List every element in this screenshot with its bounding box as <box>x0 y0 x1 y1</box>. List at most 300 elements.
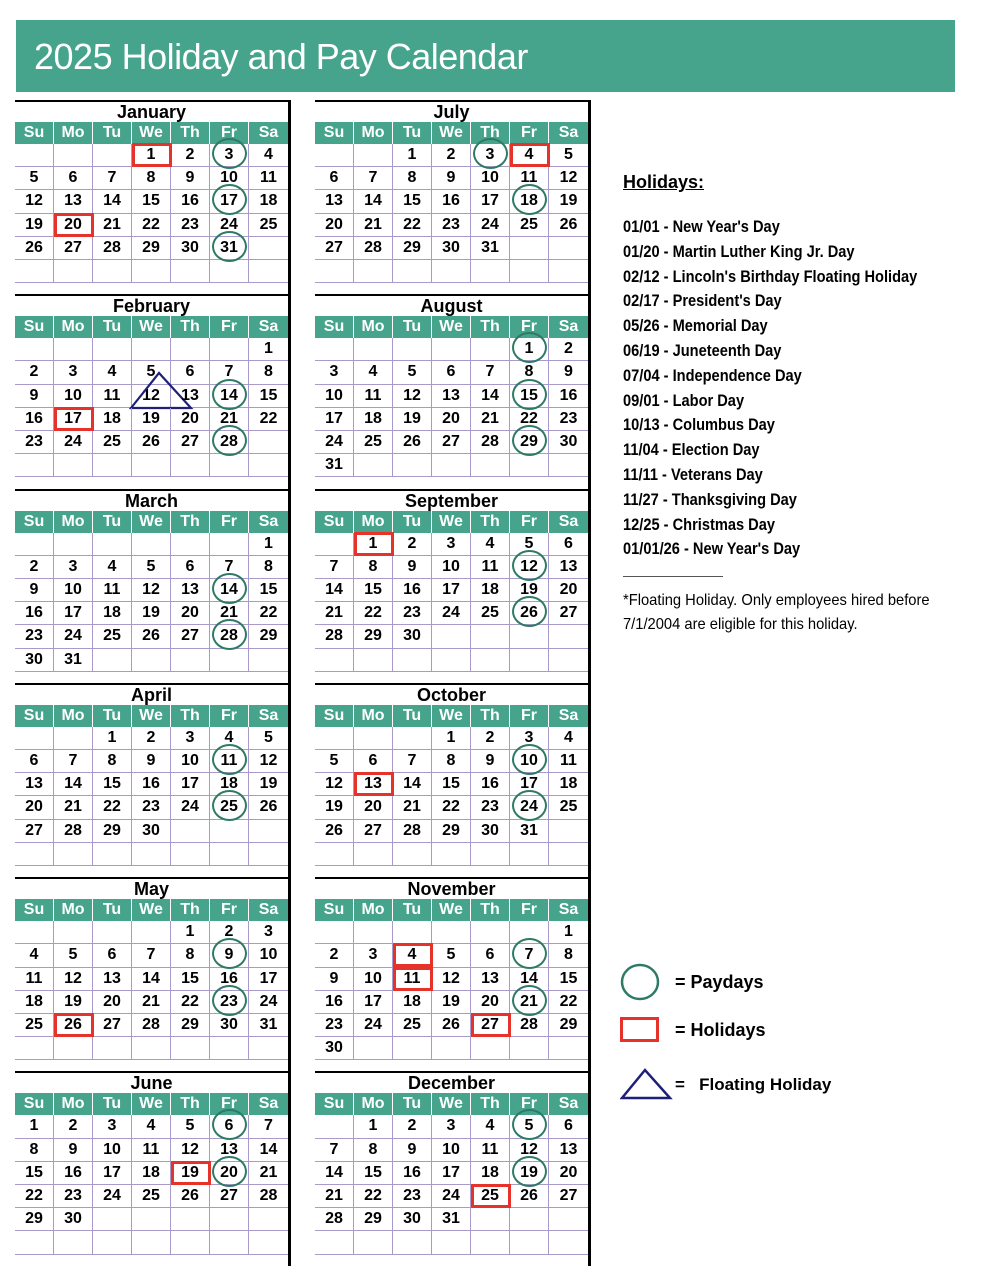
day-cell <box>393 190 432 212</box>
day-cell <box>249 944 288 966</box>
day-number: 25 <box>25 1015 43 1033</box>
day-number: 3 <box>368 946 378 964</box>
week-row <box>315 625 588 648</box>
weekday-label: Su <box>15 316 54 338</box>
day-cell <box>432 1162 471 1184</box>
day-number: 18 <box>481 580 499 598</box>
week-row <box>315 556 588 579</box>
day-number: 9 <box>564 363 573 381</box>
day-number: 17 <box>64 604 82 622</box>
day-number: 21 <box>481 409 499 427</box>
day-number: 4 <box>485 1117 495 1135</box>
day-number: 23 <box>559 409 578 427</box>
day-number: 21 <box>64 798 82 816</box>
page-title: 2025 Holiday and Pay Calendar <box>16 20 955 92</box>
day-number: 6 <box>564 1117 573 1135</box>
day-number: 15 <box>142 192 160 210</box>
day-cell <box>354 454 393 476</box>
day-cell <box>315 260 354 282</box>
day-number: 15 <box>520 386 538 404</box>
weekday-header <box>315 316 588 338</box>
day-cell <box>54 1231 93 1253</box>
day-cell <box>549 385 588 407</box>
day-number: 29 <box>403 238 421 256</box>
day-cell <box>432 727 471 749</box>
day-number: 22 <box>25 1187 43 1205</box>
day-cell <box>432 533 471 555</box>
day-cell <box>549 556 588 578</box>
day-cell <box>510 214 549 236</box>
day-cell <box>93 625 132 647</box>
day-cell <box>171 214 210 236</box>
day-number: 11 <box>481 1140 499 1158</box>
day-cell <box>93 602 132 624</box>
weekday-label: Tu <box>93 122 132 144</box>
weekday-label: Sa <box>558 901 579 919</box>
day-number: 15 <box>181 969 199 987</box>
day-cell <box>393 750 432 772</box>
day-number: 29 <box>259 627 278 645</box>
day-cell <box>315 796 354 818</box>
day-number: 22 <box>181 992 199 1010</box>
day-cell <box>54 1162 93 1184</box>
day-cell <box>93 361 132 383</box>
payday-cell <box>210 431 249 453</box>
day-cell <box>54 968 93 990</box>
day-number: 21 <box>142 992 160 1010</box>
day-number: 21 <box>364 215 382 233</box>
weekday-header <box>15 122 288 144</box>
day-cell <box>354 1115 393 1137</box>
month-name: May <box>15 877 288 899</box>
day-cell <box>249 750 288 772</box>
payday-cell <box>210 385 249 407</box>
holiday-box-icon <box>620 1012 664 1052</box>
day-cell <box>93 579 132 601</box>
day-number: 13 <box>103 969 121 987</box>
weekday-label: Th <box>471 1093 510 1115</box>
day-number: 31 <box>259 1015 278 1033</box>
day-cell <box>93 167 132 189</box>
day-number: 16 <box>325 992 343 1010</box>
payday-cell <box>510 991 549 1013</box>
day-cell <box>315 214 354 236</box>
day-cell <box>210 649 249 671</box>
day-cell <box>549 190 588 212</box>
day-number: 10 <box>181 752 199 770</box>
day-number: 9 <box>68 1140 78 1158</box>
week-row <box>315 1037 588 1060</box>
day-cell <box>354 1162 393 1184</box>
day-number: 23 <box>181 215 199 233</box>
day-number: 14 <box>403 775 421 793</box>
day-cell <box>171 1185 210 1207</box>
day-number: 19 <box>442 992 460 1010</box>
day-cell <box>132 921 171 943</box>
week-row <box>15 843 288 866</box>
day-number: 17 <box>520 775 538 793</box>
weekday-label: Sa <box>258 318 279 336</box>
day-cell <box>171 237 210 259</box>
day-cell <box>171 968 210 990</box>
day-number: 12 <box>64 969 82 987</box>
week-row <box>315 167 588 190</box>
day-cell <box>549 1139 588 1161</box>
week-row <box>315 796 588 819</box>
month-september <box>315 489 588 683</box>
legend-floating-label: = Floating Holiday <box>675 1075 832 1094</box>
day-cell <box>549 843 588 865</box>
day-number: 25 <box>403 1015 421 1033</box>
week-row <box>15 260 288 283</box>
day-cell <box>393 556 432 578</box>
day-cell <box>315 944 354 966</box>
week-row <box>15 820 288 843</box>
week-row <box>15 408 288 431</box>
day-cell <box>471 1162 510 1184</box>
day-number: 26 <box>259 798 278 816</box>
day-cell <box>393 408 432 430</box>
day-cell <box>510 625 549 647</box>
day-number: 14 <box>481 386 499 404</box>
day-cell <box>171 1014 210 1036</box>
day-cell <box>315 1037 354 1059</box>
day-number: 19 <box>25 215 43 233</box>
day-number: 6 <box>29 752 39 770</box>
day-number: 14 <box>259 1140 278 1158</box>
day-number: 10 <box>364 969 382 987</box>
day-number: 5 <box>524 1117 534 1135</box>
day-cell <box>393 1037 432 1059</box>
day-cell <box>471 167 510 189</box>
week-row <box>315 750 588 773</box>
day-cell <box>210 1037 249 1059</box>
day-cell <box>249 579 288 601</box>
day-number: 31 <box>220 238 238 256</box>
day-number: 9 <box>446 169 456 187</box>
day-cell <box>510 1231 549 1253</box>
weekday-label: Fr <box>210 122 249 144</box>
day-number: 28 <box>481 433 499 451</box>
day-number: 21 <box>520 992 538 1010</box>
day-cell <box>93 1139 132 1161</box>
payday-cell <box>510 338 549 360</box>
day-number: 22 <box>520 409 538 427</box>
day-number: 25 <box>259 215 278 233</box>
day-number: 9 <box>146 752 156 770</box>
legend-floating <box>620 1066 960 1106</box>
day-cell <box>549 167 588 189</box>
day-number: 20 <box>481 992 499 1010</box>
holiday-list-item: 11/04 - Election Day <box>623 440 760 460</box>
day-number: 28 <box>142 1015 160 1033</box>
day-cell <box>249 727 288 749</box>
payday-cell <box>471 144 510 166</box>
week-row <box>315 1185 588 1208</box>
day-cell <box>393 454 432 476</box>
week-row <box>15 1115 288 1138</box>
day-number: 1 <box>107 728 117 746</box>
day-cell <box>354 649 393 671</box>
day-cell <box>549 338 588 360</box>
day-number: 14 <box>103 192 121 210</box>
day-cell <box>432 190 471 212</box>
month-grid <box>315 511 588 672</box>
day-number: 8 <box>446 752 456 770</box>
day-cell <box>54 1037 93 1059</box>
month-grid <box>15 511 288 672</box>
day-number: 27 <box>103 1015 121 1033</box>
day-cell <box>54 431 93 453</box>
day-cell <box>354 338 393 360</box>
day-cell <box>471 454 510 476</box>
day-cell <box>393 1115 432 1137</box>
day-number: 21 <box>220 409 238 427</box>
weekday-label: Tu <box>393 705 432 727</box>
payday-cell <box>210 190 249 212</box>
day-cell <box>393 1185 432 1207</box>
day-number: 25 <box>559 798 578 816</box>
weekday-label: Th <box>471 122 510 144</box>
day-cell <box>54 773 93 795</box>
day-cell <box>171 1115 210 1137</box>
day-number: 31 <box>520 821 538 839</box>
day-number: 5 <box>185 1117 195 1135</box>
day-number: 31 <box>325 456 343 474</box>
week-row <box>15 190 288 213</box>
day-cell <box>432 820 471 842</box>
day-cell <box>54 385 93 407</box>
day-number: 2 <box>68 1117 78 1135</box>
payday-cell <box>210 1115 249 1137</box>
day-cell <box>249 602 288 624</box>
day-cell <box>171 579 210 601</box>
holiday-cell <box>132 144 171 166</box>
day-cell <box>15 361 54 383</box>
day-cell <box>93 820 132 842</box>
day-cell <box>171 1037 210 1059</box>
day-number: 29 <box>25 1210 43 1228</box>
holiday-list-item: 11/11 - Veterans Day <box>623 464 763 484</box>
day-cell <box>93 260 132 282</box>
day-cell <box>132 750 171 772</box>
weekday-label: We <box>432 316 471 338</box>
day-cell <box>315 750 354 772</box>
day-number: 27 <box>181 627 199 645</box>
weekday-label: We <box>432 1093 471 1115</box>
day-number: 10 <box>259 946 278 964</box>
month-name: April <box>15 683 288 705</box>
day-cell <box>315 843 354 865</box>
day-cell <box>249 1115 288 1137</box>
day-cell <box>315 727 354 749</box>
day-cell <box>315 533 354 555</box>
day-number: 20 <box>442 409 460 427</box>
day-cell <box>93 921 132 943</box>
day-cell <box>471 1208 510 1230</box>
day-cell <box>315 385 354 407</box>
holiday-list-item: 01/01 - New Year's Day <box>623 217 780 236</box>
holiday-list-item: 06/19 - Juneteenth Day <box>623 340 782 360</box>
day-cell <box>510 454 549 476</box>
day-cell <box>54 190 93 212</box>
payday-cell <box>510 602 549 624</box>
day-cell <box>132 190 171 212</box>
day-cell <box>15 408 54 430</box>
day-number: 9 <box>29 580 39 598</box>
day-number: 28 <box>325 1210 343 1228</box>
weekday-label: Tu <box>93 316 132 338</box>
day-number: 15 <box>103 775 121 793</box>
day-number: 25 <box>220 798 238 816</box>
week-row <box>315 385 588 408</box>
month-grid <box>15 1093 288 1254</box>
day-cell <box>15 944 54 966</box>
day-cell <box>315 454 354 476</box>
day-number: 20 <box>364 798 382 816</box>
holidays-panel <box>623 172 983 637</box>
day-number: 11 <box>103 386 121 404</box>
day-number: 22 <box>364 604 382 622</box>
day-cell <box>132 431 171 453</box>
day-number: 25 <box>364 433 382 451</box>
day-cell <box>393 260 432 282</box>
day-number: 29 <box>142 238 160 256</box>
holiday-list <box>623 215 983 562</box>
weekday-label: Tu <box>93 705 132 727</box>
day-number: 1 <box>264 534 273 552</box>
weekday-label: Mo <box>354 511 393 533</box>
weekday-label: We <box>132 705 171 727</box>
day-number: 8 <box>564 946 573 964</box>
day-cell <box>549 1208 588 1230</box>
weekday-label: Fr <box>210 705 249 727</box>
weekday-label: We <box>432 511 471 533</box>
payday-cell <box>210 237 249 259</box>
day-number: 12 <box>520 1140 538 1158</box>
weekday-label: Sa <box>558 1095 579 1113</box>
month-name: March <box>15 489 288 511</box>
day-number: 8 <box>185 946 195 964</box>
day-cell <box>549 1014 588 1036</box>
day-number: 4 <box>524 146 534 163</box>
payday-cell <box>510 944 549 966</box>
day-number: 20 <box>25 798 43 816</box>
holidays-heading: Holidays: <box>623 172 705 192</box>
day-cell <box>15 649 54 671</box>
day-number: 21 <box>220 604 238 622</box>
month-name: November <box>315 877 588 899</box>
weekday-label: Mo <box>354 899 393 921</box>
weekday-label: Fr <box>210 899 249 921</box>
month-grid <box>15 316 288 477</box>
day-number: 17 <box>442 1163 460 1181</box>
day-number: 12 <box>325 775 343 793</box>
weekday-label: We <box>132 122 171 144</box>
day-cell <box>249 991 288 1013</box>
day-cell <box>249 1139 288 1161</box>
day-number: 15 <box>559 969 578 987</box>
day-cell <box>432 1139 471 1161</box>
day-cell <box>93 237 132 259</box>
day-cell <box>93 385 132 407</box>
day-number: 18 <box>220 775 238 793</box>
weekday-label: Mo <box>54 511 93 533</box>
day-cell <box>432 556 471 578</box>
day-number: 8 <box>407 169 417 187</box>
divider <box>623 576 723 577</box>
day-cell <box>54 727 93 749</box>
day-cell <box>471 190 510 212</box>
day-cell <box>393 385 432 407</box>
day-number: 14 <box>325 580 343 598</box>
week-row <box>15 144 288 167</box>
holiday-cell <box>54 408 93 430</box>
day-number: 6 <box>446 363 456 381</box>
day-cell <box>93 773 132 795</box>
day-cell <box>249 1162 288 1184</box>
day-cell <box>54 144 93 166</box>
day-cell <box>93 144 132 166</box>
day-number: 5 <box>446 946 456 964</box>
payday-cell <box>210 579 249 601</box>
day-cell <box>171 556 210 578</box>
day-number: 2 <box>407 534 417 552</box>
weekday-label: Tu <box>393 1093 432 1115</box>
day-number: 23 <box>220 992 238 1010</box>
calendar-column-right <box>315 100 591 1266</box>
day-number: 15 <box>364 1163 382 1181</box>
day-number: 12 <box>442 969 460 987</box>
month-august <box>315 294 588 488</box>
holiday-cell <box>393 968 432 990</box>
day-cell <box>354 385 393 407</box>
day-number: 17 <box>481 192 499 210</box>
day-cell <box>393 602 432 624</box>
day-number: 29 <box>364 627 382 645</box>
week-row <box>315 144 588 167</box>
day-cell <box>315 579 354 601</box>
day-cell <box>549 921 588 943</box>
payday-cell <box>510 385 549 407</box>
day-cell <box>549 454 588 476</box>
month-april <box>15 683 288 877</box>
day-number: 4 <box>29 946 39 964</box>
week-row <box>315 260 588 283</box>
day-number: 2 <box>185 146 195 163</box>
day-cell <box>54 1115 93 1137</box>
day-number: 24 <box>442 604 460 622</box>
day-number: 31 <box>481 238 499 256</box>
day-number: 29 <box>103 821 121 839</box>
weekday-label: Su <box>315 122 354 144</box>
day-number: 20 <box>559 1163 578 1181</box>
day-cell <box>354 1037 393 1059</box>
day-cell <box>354 944 393 966</box>
day-cell <box>210 1208 249 1230</box>
day-cell <box>471 1115 510 1137</box>
day-number: 9 <box>329 969 339 987</box>
day-cell <box>132 579 171 601</box>
day-number: 7 <box>264 1117 273 1135</box>
day-number: 8 <box>29 1140 39 1158</box>
day-cell <box>432 991 471 1013</box>
day-cell <box>171 820 210 842</box>
day-cell <box>354 1014 393 1036</box>
week-row <box>315 214 588 237</box>
day-cell <box>93 991 132 1013</box>
day-cell <box>354 408 393 430</box>
